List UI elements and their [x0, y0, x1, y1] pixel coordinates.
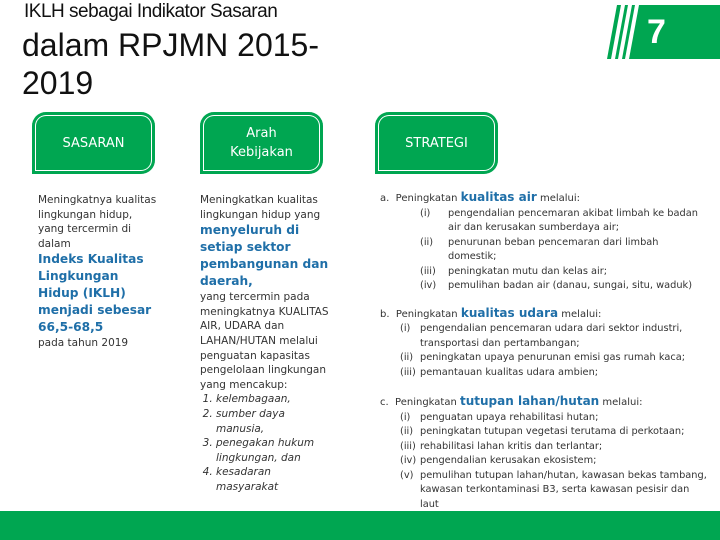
section-post: melalui: [539, 193, 581, 204]
item-text: penurunan beban pencemaran dari limbah domestik; [448, 236, 659, 262]
strategi-header [375, 112, 498, 174]
item-number: (v) [400, 469, 414, 481]
arah-header [200, 112, 323, 174]
section-pre: Peningkatan [395, 308, 458, 320]
arah-list [200, 392, 330, 494]
sasaran-header [32, 112, 155, 174]
strategi-item [380, 469, 710, 513]
title-main [22, 26, 319, 102]
arah-list-item: 2. sumber daya manusia, [216, 407, 330, 436]
title-line-1: IKLH sebagai Indikator Sasaran [24, 1, 278, 22]
sasaran-text1: Meningkatnya kualitas lingkungan hidup, yang tercermin di dalam [38, 194, 157, 250]
item-text: pemulihan badan air (danau, sungai, situ, waduk) [448, 280, 693, 291]
slide-number-badge [595, 5, 720, 59]
sasaran-text2: pada tahun 2019 [38, 337, 129, 350]
section-pre: Peningkatan [395, 397, 457, 408]
strategi-section [380, 306, 710, 381]
section-key: kualitas udara [460, 305, 559, 320]
item-number: (i) [400, 323, 411, 334]
item-text: peningkatan mutu dan kelas air; [448, 265, 608, 277]
arah-text1: Meningkatkan kualitas lingkungan hidup yang [200, 194, 321, 221]
section-key: kualitas air [460, 190, 537, 204]
section-marker: b. [380, 308, 390, 320]
arah-text2: yang tercermin pada meningkatnya KUALITAS AIR, UDARA dan LAHAN/HUTAN melalui penguatan kapasitas pengelolaan lingkungan yang mencakup: [200, 291, 329, 391]
strategi-item [380, 411, 710, 426]
item-number: (i) [420, 207, 431, 219]
item-number: (ii) [400, 352, 414, 363]
strategi-item [380, 425, 710, 440]
item-number: (iv) [420, 280, 437, 291]
slide-number: 7 [647, 13, 666, 51]
item-number: (ii) [420, 236, 434, 248]
strategi-header-label: STRATEGI [405, 135, 468, 151]
item-number: (iii) [400, 440, 416, 452]
title-line-2: dalam RPJMN 2015- [22, 27, 319, 63]
item-number: (iii) [400, 366, 416, 378]
item-text: peningkatan upaya penurunan emisi gas rumah kaca; [420, 352, 686, 363]
section-pre: Peningkatan [395, 193, 458, 204]
item-text: penguatan upaya rehabilitasi hutan; [420, 411, 599, 423]
strategi-item [380, 265, 710, 280]
arah-text [200, 193, 330, 495]
item-number: (ii) [400, 426, 414, 437]
sasaran-header-label: SASARAN [62, 135, 125, 151]
strategi-item [380, 440, 710, 455]
section-key: tutupan lahan/hutan [460, 394, 600, 408]
strategi-item [380, 207, 710, 236]
item-text: pengendalian pencemaran akibat limbah ke badan air dan kerusakan sumberdaya air; [448, 207, 698, 233]
item-text: pemulihan tutupan lahan/hutan, kawasan bekas tambang, kawasan terkontaminasi B3, serta kawasan pesisir dan laut [420, 469, 707, 510]
footer-bar [0, 511, 720, 540]
section-marker: c. [380, 397, 389, 408]
strategi-section-heading [380, 394, 710, 411]
item-number: (iii) [420, 265, 436, 277]
arah-list-item: 1. kelembagaan, [216, 392, 330, 407]
sasaran-highlight: Indeks Kualitas Lingkungan Hidup (IKLH) menjadi sebesar 66,5-68,5 [38, 252, 152, 335]
strategi-item [380, 236, 710, 265]
strategi-section [380, 190, 710, 294]
section-post: melalui: [602, 397, 643, 408]
section-marker: a. [380, 193, 390, 204]
section-post: melalui: [561, 308, 602, 320]
item-text: pemantauan kualitas udara ambien; [420, 366, 599, 378]
strategi-item [380, 454, 710, 469]
strategi-list [380, 190, 710, 512]
strategi-item [380, 351, 710, 366]
strategi-item [380, 366, 710, 381]
title-line-3: 2019 [22, 65, 94, 101]
arah-list-item: 3. penegakan hukum lingkungan, dan [216, 436, 330, 465]
item-number: (iv) [400, 455, 417, 466]
arah-list-item: 4. kesadaran masyarakat [216, 465, 330, 494]
strategi-item [380, 322, 710, 351]
item-text: peningkatan tutupan vegetasi terutama di perkotaan; [420, 426, 685, 437]
item-text: pengendalian pencemaran udara dari sektor industri, transportasi dan pertambangan; [420, 323, 683, 349]
arah-highlight: menyeluruh di setiap sektor pembangunan dan daerah, [200, 223, 329, 289]
item-text: pengendalian kerusakan ekosistem; [420, 455, 597, 466]
item-text: rehabilitasi lahan kritis dan terlantar; [420, 440, 603, 452]
arah-header-label: Arah Kebijakan [230, 126, 293, 160]
item-number: (i) [400, 411, 411, 423]
sasaran-text [38, 193, 158, 351]
strategi-section-heading [380, 306, 710, 323]
strategi-item [380, 279, 710, 294]
strategi-section-heading [380, 190, 710, 207]
strategi-section [380, 394, 710, 512]
